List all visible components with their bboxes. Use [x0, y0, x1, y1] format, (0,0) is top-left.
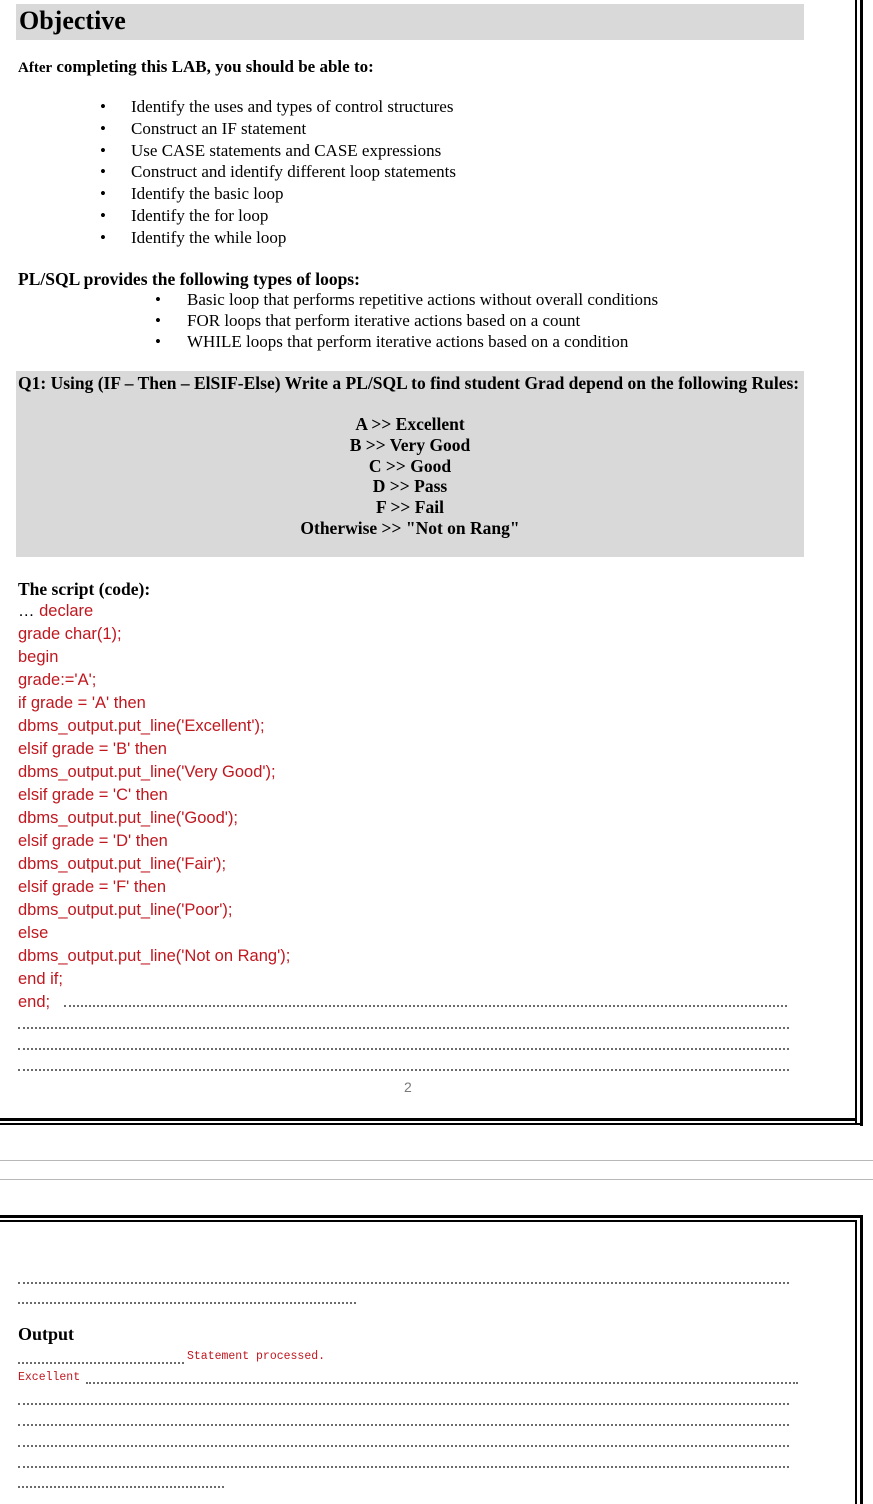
- page-border: [0, 1215, 863, 1218]
- lead-rest: completing this LAB, you should be able to:: [56, 57, 374, 76]
- code-line: dbms_output.put_line('Very Good');: [18, 763, 276, 781]
- dotted-fill-line: [18, 1067, 789, 1071]
- code-line: grade:='A';: [18, 671, 97, 689]
- code-line: dbms_output.put_line('Good');: [18, 809, 239, 827]
- dotted-fill-line: [64, 1003, 787, 1007]
- dotted-fill-line: [18, 1484, 224, 1488]
- objective-text: Identify the for loop: [131, 205, 269, 225]
- output-heading: Output: [18, 1324, 75, 1344]
- objective-heading: Objective: [19, 6, 126, 35]
- code-line: end;: [18, 993, 51, 1011]
- grade-rules: [16, 414, 804, 539]
- code-line: dbms_output.put_line('Fair');: [18, 855, 227, 873]
- code-line: dbms_output.put_line('Poor');: [18, 901, 233, 919]
- page-border: [855, 0, 857, 1124]
- output-statement: Statement processed.: [187, 1350, 326, 1363]
- loop-text: Basic loop that performs repetitive actions without overall conditions: [187, 290, 659, 309]
- list-item: • Use CASE statements and CASE expressions: [100, 140, 442, 160]
- objective-text: Identify the while loop: [131, 227, 287, 247]
- objective-text: Construct and identify different loop statements: [131, 162, 456, 182]
- list-item: • Basic loop that performs repetitive actions without overall conditions: [155, 290, 659, 309]
- rule-line: D >> Pass: [372, 476, 448, 497]
- loops-heading: PL/SQL provides the following types of loops:: [18, 269, 360, 289]
- objective-text: Identify the uses and types of control structures: [131, 97, 454, 116]
- code-line: elsif grade = 'D' then: [18, 832, 168, 850]
- list-item: • Identify the uses and types of control structures: [100, 97, 454, 116]
- list-item: • WHILE loops that perform iterative actions based on a condition: [155, 331, 629, 351]
- loop-text: FOR loops that perform iterative actions based on a count: [187, 310, 581, 330]
- dotted-fill-line: [18, 1046, 789, 1050]
- code-line: end if;: [18, 970, 63, 988]
- list-item: • Identify the while loop: [100, 227, 287, 247]
- objective-text: Construct an IF statement: [131, 118, 307, 138]
- dotted-fill-line: [18, 1422, 789, 1426]
- rule-line: Otherwise >> "Not on Rang": [300, 517, 520, 538]
- code-line: if grade = 'A' then: [18, 694, 146, 712]
- code-lead-dots: …: [18, 602, 40, 620]
- code-line: elsif grade = 'C' then: [18, 786, 168, 804]
- list-item: • Construct and identify different loop statements: [100, 162, 456, 182]
- dotted-fill-line: [18, 1401, 789, 1405]
- rule-line: A >> Excellent: [355, 414, 465, 434]
- code-line: dbms_output.put_line('Excellent');: [18, 717, 265, 735]
- list-item: • Identify the basic loop: [100, 184, 284, 204]
- code-line: dbms_output.put_line('Not on Rang');: [18, 947, 291, 965]
- question-box: [16, 371, 804, 557]
- dotted-fill-line: [86, 1380, 798, 1384]
- objective-text: Identify the basic loop: [131, 184, 284, 204]
- question-text: Q1: Using (IF – Then – ElSIF-Else) Write a PL/SQL to find student Grad depend on the following Rules:: [18, 373, 800, 393]
- list-item: • Construct an IF statement: [100, 118, 307, 138]
- rule-line: F >> Fail: [376, 497, 444, 518]
- list-item: • FOR loops that perform iterative actions based on a count: [155, 310, 581, 330]
- dotted-fill-line: [18, 1280, 789, 1284]
- code-block: [18, 600, 290, 1014]
- dotted-fill-line: [18, 1464, 789, 1468]
- code-line: else: [18, 924, 49, 942]
- page-separator: [0, 1160, 873, 1161]
- dotted-fill-line: [18, 1360, 184, 1364]
- page-separator: [0, 1179, 873, 1180]
- page-number: 2: [404, 1079, 412, 1095]
- objective-heading-bar: [16, 4, 804, 40]
- lead-small-word: After: [18, 60, 53, 76]
- code-line: elsif grade = 'F' then: [18, 878, 167, 896]
- code-line: elsif grade = 'B' then: [18, 740, 167, 758]
- loop-text: WHILE loops that perform iterative actions based on a condition: [187, 331, 629, 351]
- page-border: [860, 1215, 863, 1504]
- dotted-fill-line: [18, 1025, 789, 1029]
- dotted-fill-line: [18, 1443, 789, 1447]
- code-text: declare: [39, 602, 94, 620]
- output-result: Excellent: [18, 1371, 81, 1384]
- rule-line: C >> Good: [368, 455, 452, 476]
- loops-list: [155, 290, 658, 352]
- page-border: [855, 1220, 857, 1504]
- code-line: begin: [18, 648, 59, 666]
- page-border: [0, 1123, 863, 1125]
- dotted-fill-line: [18, 1300, 356, 1304]
- objective-text: Use CASE statements and CASE expressions: [131, 140, 442, 160]
- lead-sentence: [18, 57, 374, 77]
- page-border: [0, 1118, 857, 1121]
- script-heading: The script (code):: [18, 579, 151, 599]
- list-item: • Identify the for loop: [100, 205, 269, 225]
- code-line: [18, 600, 290, 623]
- objectives-list: [100, 97, 456, 250]
- code-line: grade char(1);: [18, 625, 122, 643]
- page-border: [860, 0, 863, 1126]
- page-border: [0, 1220, 857, 1222]
- rule-line: B >> Very Good: [349, 434, 471, 455]
